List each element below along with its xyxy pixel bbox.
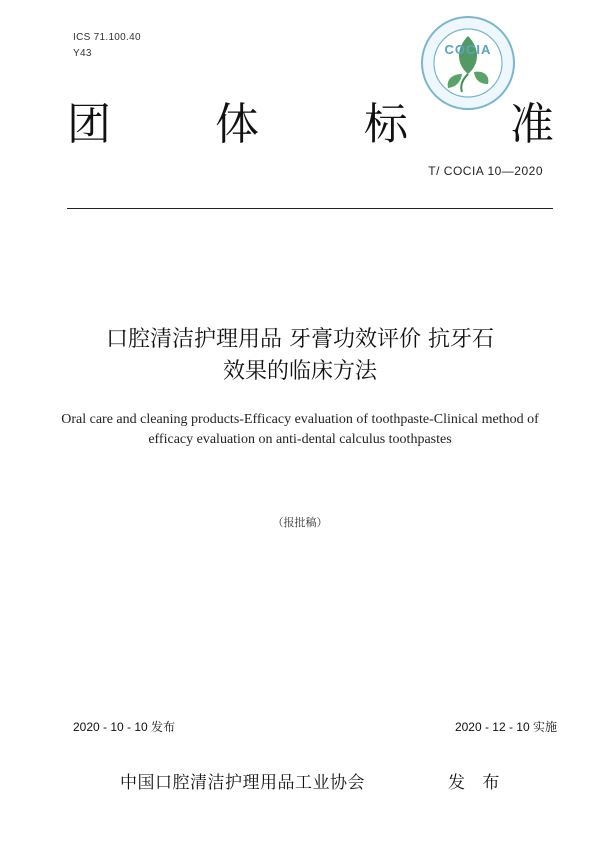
classification-codes [73, 30, 141, 62]
cocia-logo [418, 14, 518, 112]
standard-number: T/ COCIA 10—2020 [428, 164, 543, 178]
header-divider [67, 208, 553, 209]
cn-title-line-1: 口腔清洁护理用品 牙膏功效评价 抗牙石 [106, 327, 494, 352]
title-char-2: 体 [215, 99, 259, 150]
ics-code: ICS 71.100.40 [73, 32, 141, 43]
title-char-3: 标 [364, 99, 408, 150]
title-char-4: 准 [510, 99, 554, 150]
en-title-line-1: Oral care and cleaning products-Efficacy evaluation of toothpaste-Clinical method of [61, 412, 539, 427]
document-title-en [30, 410, 570, 450]
cn-title-line-2: 效果的临床方法 [222, 359, 377, 384]
ccs-code: Y43 [73, 48, 92, 59]
publishing-organization: 中国口腔清洁护理用品工业协会 [120, 773, 365, 793]
issue-date: 2020 - 10 - 10 发布 [73, 720, 176, 734]
implementation-date: 2020 - 12 - 10 实施 [454, 720, 557, 734]
publish-label: 发 布 [448, 773, 506, 793]
draft-status: （报批稿） [272, 516, 328, 529]
logo-text: COCIA [444, 42, 492, 57]
document-title-cn [0, 324, 600, 388]
en-title-line-2: efficacy evaluation on anti-dental calculus toothpastes [148, 432, 452, 447]
title-char-1: 团 [67, 99, 111, 150]
